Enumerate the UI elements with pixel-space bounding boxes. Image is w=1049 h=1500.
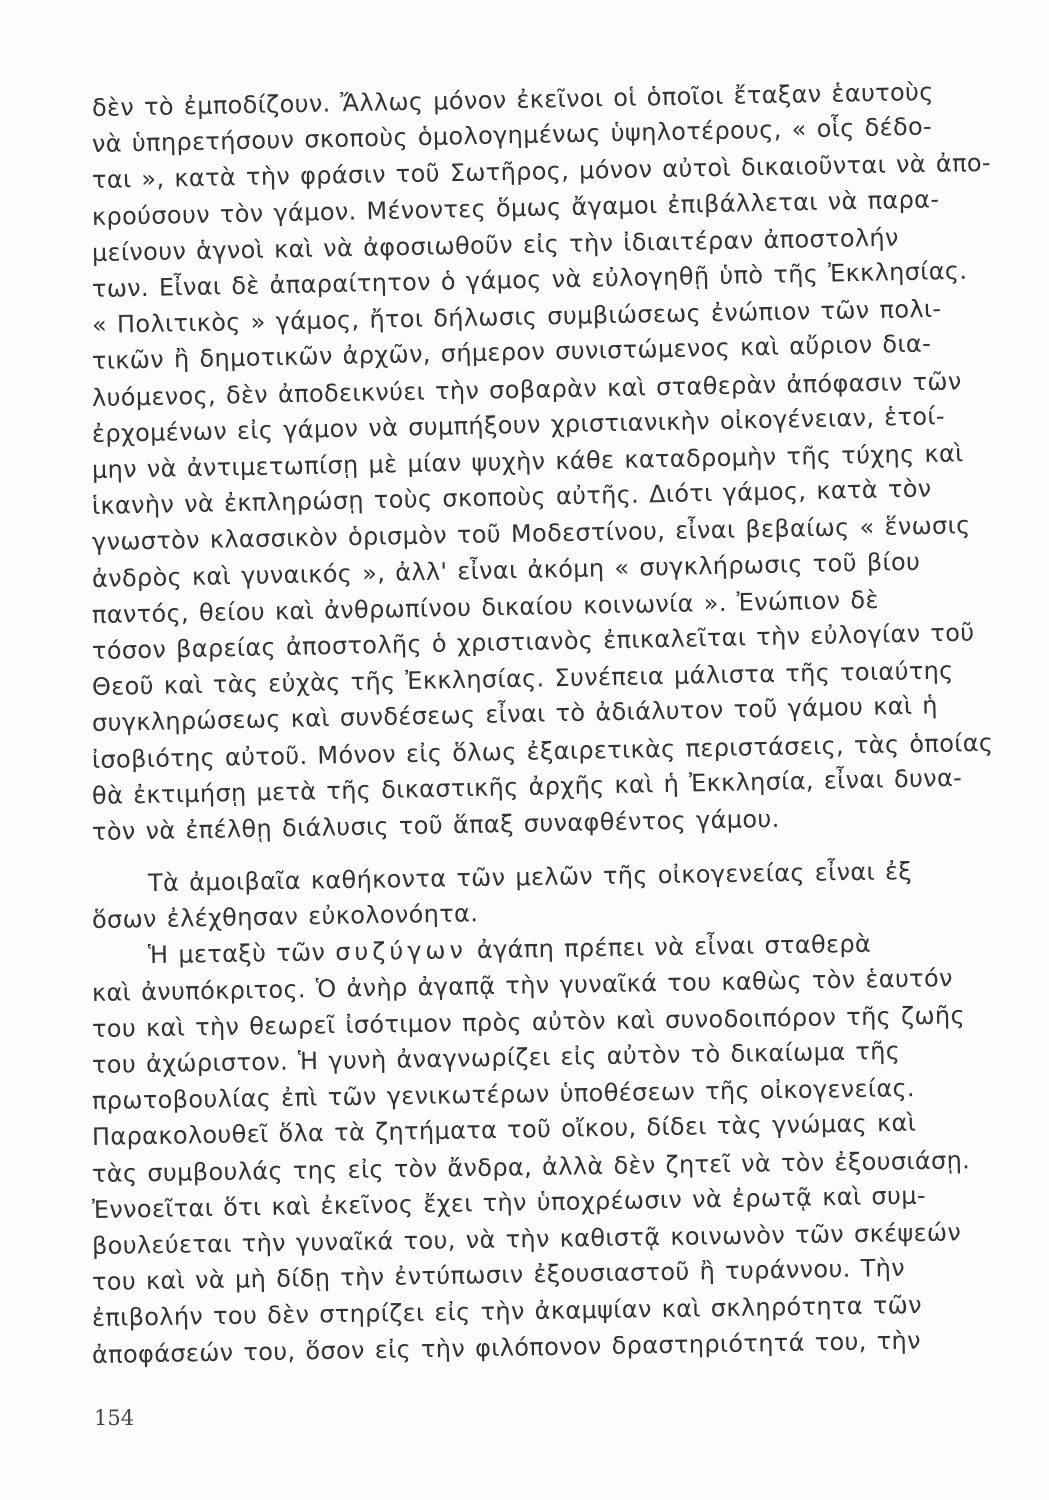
text-line: του καὶ τὴν θεωρεῖ ἰσότιμον πρὸς αὐτὸν καὶ συνοδοιπόρον τῆς ζωῆς: [91, 1001, 966, 1043]
text-line: τὸν νὰ ἐπέλθῃ διάλυσις τοῦ ἅπαξ συναφθέντος γάμου.: [91, 804, 780, 847]
text-line: ἰσοβιότης αὐτοῦ. Μόνον εἰς ὅλως ἐξαιρετικὰς περιστάσεις, τὰς ὁποίας: [91, 728, 994, 774]
text-line: του ἀχώριστον. Ἡ γυνὴ ἀναγνωρίζει εἰς αὐτὸν τὸ δικαίωμα τῆς: [91, 1036, 901, 1080]
text-line: γνωστὸν κλασσικὸν ὁρισμὸν τοῦ Μοδεστίνου, εἶναι βεβαίως « ἕνωσις: [91, 511, 971, 557]
text-line: Τὰ ἀμοιβαῖα καθήκοντα τῶν μελῶν τῆς οἰκογενείας εἶναι ἐξ: [147, 857, 913, 898]
text-line: ἱκανὴν νὰ ἐκπληρώσῃ τοὺς σκοποὺς αὐτῆς. Διότι γάμος, κατὰ τὸν: [91, 474, 932, 521]
text-line: ἐπιβολήν του δὲν στηρίζει εἰς τὴν ἀκαμψίαν καὶ σκληρότητα τῶν: [91, 1291, 923, 1333]
text-line: καὶ ἀνυπόκριτος. Ὁ ἀνὴρ ἀγαπᾷ τὴν γυναῖκά του καθὼς τὸν ἑαυτόν: [91, 963, 954, 1007]
text-line: Παρακολουθεῖ ὅλα τὰ ζητήματα τοῦ οἴκου, δίδει τὰς γνώμας καὶ: [91, 1109, 917, 1152]
text-line: ἀνδρὸς καὶ γυναικός », ἀλλ' εἶναι ἀκόμη « συγκλήρωσις τοῦ βίου: [91, 547, 921, 593]
text-line: Ἐννοεῖται ὅτι καὶ ἐκεῖνος ἔχει τὴν ὑποχρέωσιν νὰ ἐρωτᾷ καὶ συμ-: [91, 1181, 927, 1224]
text-line: λυόμενος, δὲν ἀποδεικνύει τὴν σοβαρὰν καὶ σταθερὰν ἀπόφασιν τῶν: [91, 366, 962, 412]
text-line: ὅσων ἐλέχθησαν εὐκολονόητα.: [91, 899, 479, 935]
text-line: βουλεύεται τὴν γυναῖκά του, νὰ τὴν καθιστᾷ κοινωνὸν τῶν σκέψεών: [91, 1218, 962, 1261]
text-line: τόσον βαρείας ἀποστολῆς ὁ χριστιανὸς ἐπικαλεῖται τὴν εὐλογίαν τοῦ: [91, 618, 975, 666]
text-line: κρούσουν τὸν γάμον. Μένοντες ὅμως ἄγαμοι ἐπιβάλλεται νὰ παρα-: [91, 184, 940, 231]
text-line: νὰ ὑπηρετήσουν σκοποὺς ὁμολογημένως ὑψηλοτέρους, « οἷς δέδο-: [91, 112, 933, 159]
text-segment: ἀγάπη πρέπει νὰ εἶναι σταθερὰ: [466, 930, 872, 965]
text-line: μείνουν ἁγνοὶ καὶ νὰ ἀφοσιωθοῦν εἰς τὴν ἰδιαιτέραν ἀποστολήν: [91, 223, 899, 267]
paragraph-mutual-duties: [91, 857, 971, 1373]
spaced-emphasis-word: συζύγων: [334, 936, 468, 967]
paragraph-marriage-blessing: [91, 77, 994, 850]
text-line: Θεοῦ καὶ τὰς εὐχὰς τῆς Ἐκκλησίας. Συνέπεια μάλιστα τῆς τοιαύτης: [91, 656, 954, 702]
text-line: παντός, θείου καὶ ἀνθρωπίνου δικαίου κοινωνία ». Ἐνώπιον δὲ: [91, 585, 880, 629]
text-segment: Ἡ μεταξὺ τῶν: [147, 938, 336, 970]
text-line: πρωτοβουλίας ἐπὶ τῶν γενικωτέρων ὑποθέσεων τῆς οἰκογενείας.: [91, 1074, 916, 1116]
text-line: δὲν τὸ ἐμποδίζουν. Ἄλλως μόνον ἐκεῖνοι οἱ ὁποῖοι ἔταξαν ἑαυτοὺς: [91, 77, 934, 122]
text-line: « Πολιτικὸς » γάμος, ἤτοι δήλωσις συμβιώσεως ἐνώπιον τῶν πολι-: [91, 294, 942, 340]
text-line: μην νὰ ἀντιμετωπίσῃ μὲ μίαν ψυχὴν κάθε καταδρομὴν τῆς τύχης καὶ: [91, 439, 964, 485]
text-line: ται », κατὰ τὴν φράσιν τοῦ Σωτῆρος, μόνον αὐτοὶ δικαιοῦνται νὰ ἀπο-: [91, 149, 992, 195]
text-line: τικῶν ἢ δημοτικῶν ἀρχῶν, σήμερον συνιστώμενος καὶ αὔριον δια-: [91, 329, 932, 376]
text-line: ἐρχομένων εἰς γάμον νὰ συμπήξουν χριστιανικὴν οἰκογένειαν, ἑτοί-: [91, 401, 946, 448]
text-line: ἀποφάσεών του, ὅσον εἰς τὴν φιλόπονον δραστηριότητά του, τὴν: [91, 1326, 922, 1369]
text-line: συγκληρώσεως καὶ συνδέσεως εἶναι τὸ ἀδιάλυτον τοῦ γάμου καὶ ἡ: [91, 691, 939, 738]
text-line: των. Εἶναι δὲ ἀπαραίτητον ὁ γάμος νὰ εὐλογηθῇ ὑπὸ τῆς Ἐκκλησίας.: [91, 256, 968, 304]
text-line: του καὶ νὰ μὴ δίδῃ τὴν ἐντύπωσιν ἐξουσιαστοῦ ἢ τυράννου. Τὴν: [91, 1254, 906, 1297]
page-number: 154: [94, 1406, 135, 1430]
text-line: θὰ ἐκτιμήσῃ μετὰ τῆς δικαστικῆς ἀρχῆς καὶ ἡ Ἐκκλησία, εἶναι δυνα-: [91, 763, 963, 810]
text-line: τὰς συμβουλάς της εἰς τὸν ἄνδρα, ἀλλὰ δὲν ζητεῖ νὰ τὸν ἐξουσιάσῃ.: [91, 1145, 971, 1188]
